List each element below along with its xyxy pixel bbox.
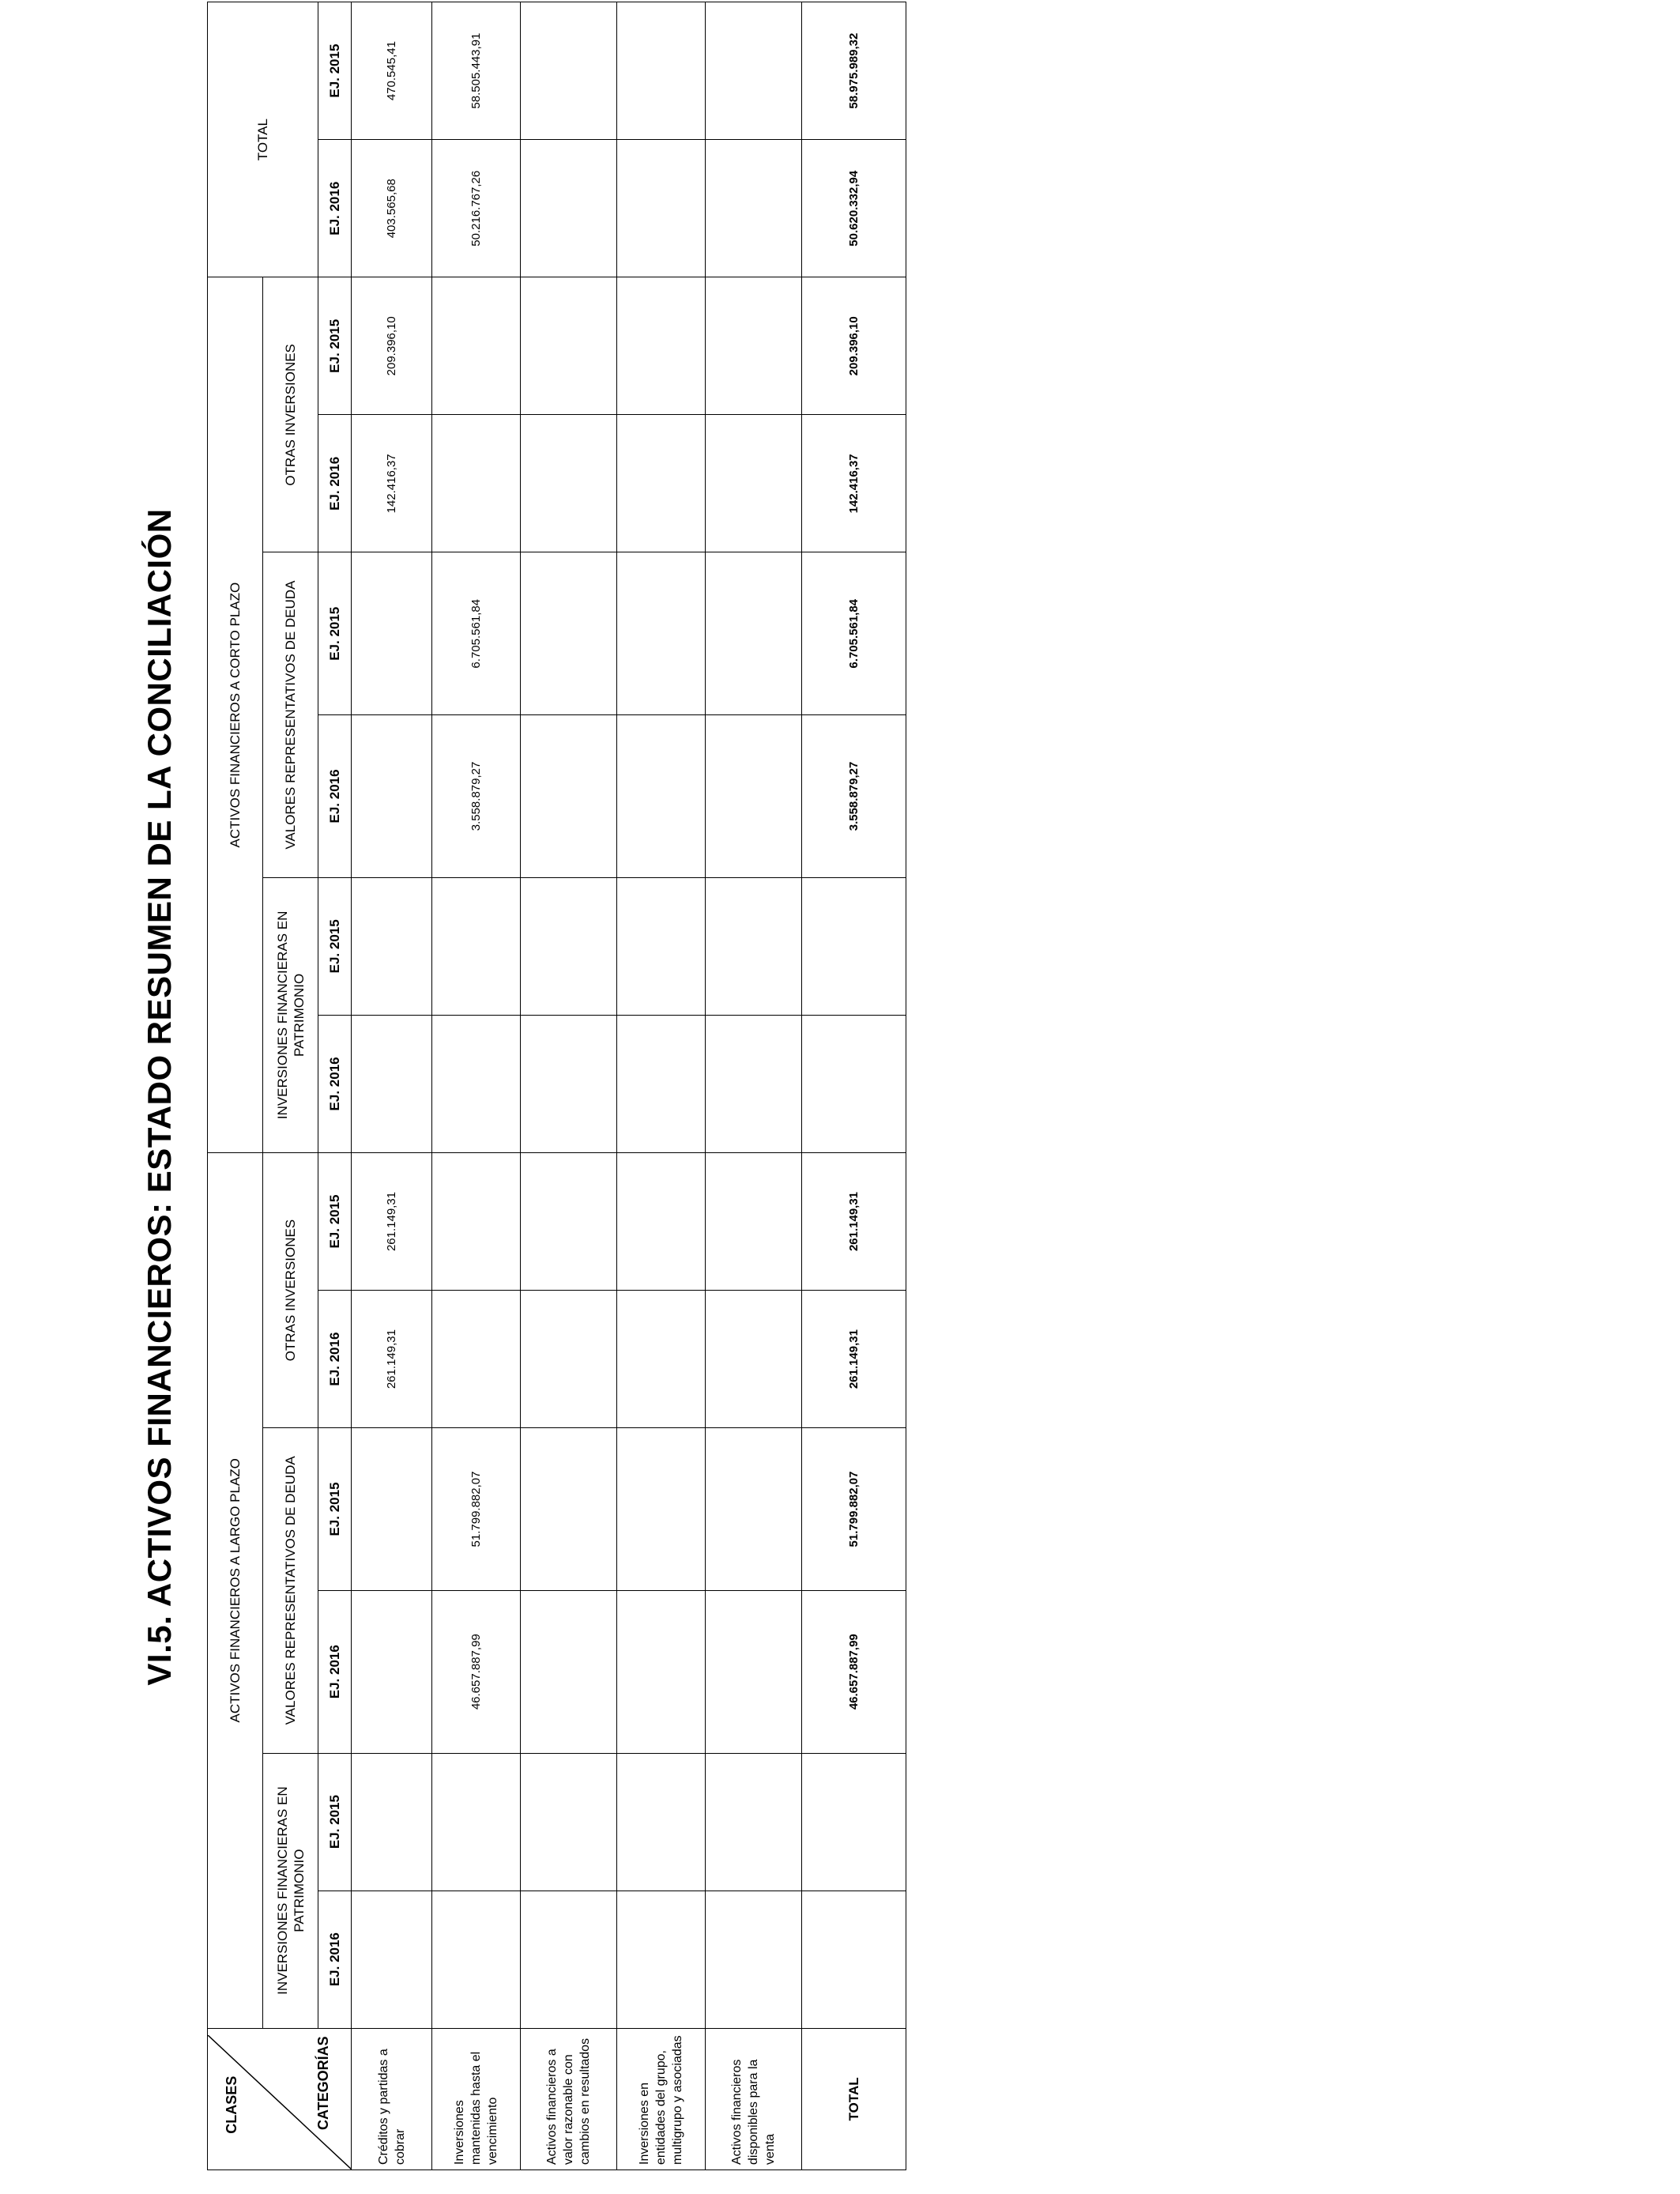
value-cell bbox=[706, 1152, 802, 1290]
year-header: EJ. 2016 bbox=[318, 1590, 352, 1753]
category-label: Activos financieros a valor razonable con cambios en resultados bbox=[521, 2028, 617, 2169]
header-row-groups bbox=[208, 2, 263, 2170]
value-cell: 3.558.879,27 bbox=[432, 715, 521, 878]
group-largo-plazo: ACTIVOS FINANCIEROS A LARGO PLAZO bbox=[208, 1152, 263, 2028]
value-cell bbox=[521, 1891, 617, 2028]
value-cell bbox=[352, 715, 432, 878]
value-cell bbox=[521, 415, 617, 552]
value-cell bbox=[521, 277, 617, 415]
value-cell bbox=[352, 1590, 432, 1753]
value-cell bbox=[617, 877, 706, 1015]
total-value-cell bbox=[802, 1891, 906, 2028]
value-cell: 46.657.887,99 bbox=[432, 1590, 521, 1753]
value-cell: 142.416,37 bbox=[352, 415, 432, 552]
value-cell bbox=[432, 1891, 521, 2028]
value-cell bbox=[521, 552, 617, 715]
total-value-cell bbox=[802, 877, 906, 1015]
category-label: Inversiones en entidades del grupo, multigrupo y asociadas bbox=[617, 2028, 706, 2169]
subgroup-otras-corto: OTRAS INVERSIONES bbox=[263, 277, 318, 552]
subgroup-inv-patrimonio-corto: INVERSIONES FINANCIERAS EN PATRIMONIO bbox=[263, 877, 318, 1152]
value-cell bbox=[617, 277, 706, 415]
year-header: EJ. 2015 bbox=[318, 277, 352, 415]
table-row bbox=[352, 2, 432, 2170]
value-cell: 58.505.443,91 bbox=[432, 2, 521, 140]
table-row bbox=[617, 2, 706, 2170]
value-cell bbox=[521, 140, 617, 277]
table-row bbox=[432, 2, 521, 2170]
total-value-cell: 58.975.989,32 bbox=[802, 2, 906, 140]
page-title: VI.5. ACTIVOS FINANCIEROS: ESTADO RESUMEN DE LA CONCILIACIÓN bbox=[141, 508, 178, 1686]
header-row-years bbox=[318, 2, 352, 2170]
value-cell bbox=[521, 1590, 617, 1753]
group-corto-plazo: ACTIVOS FINANCIEROS A CORTO PLAZO bbox=[208, 277, 263, 1153]
value-cell bbox=[706, 715, 802, 878]
year-header: EJ. 2016 bbox=[318, 140, 352, 277]
value-cell bbox=[521, 1152, 617, 1290]
category-label: Activos financieros disponibles para la venta bbox=[706, 2028, 802, 2169]
value-cell bbox=[432, 877, 521, 1015]
value-cell bbox=[706, 1015, 802, 1152]
value-cell bbox=[617, 2, 706, 140]
value-cell bbox=[706, 1590, 802, 1753]
total-value-cell bbox=[802, 1015, 906, 1152]
value-cell bbox=[617, 1152, 706, 1290]
table-row bbox=[706, 2, 802, 2170]
year-header: EJ. 2016 bbox=[318, 1291, 352, 1428]
subgroup-inv-patrimonio-largo: INVERSIONES FINANCIERAS EN PATRIMONIO bbox=[263, 1753, 318, 2028]
year-header: EJ. 2015 bbox=[318, 1152, 352, 1290]
value-cell bbox=[706, 877, 802, 1015]
year-header: EJ. 2015 bbox=[318, 552, 352, 715]
value-cell bbox=[706, 1891, 802, 2028]
value-cell bbox=[617, 1753, 706, 1891]
subgroup-otras-largo: OTRAS INVERSIONES bbox=[263, 1152, 318, 1427]
value-cell bbox=[617, 140, 706, 277]
value-cell bbox=[706, 140, 802, 277]
total-row bbox=[802, 2, 906, 2170]
year-header: EJ. 2015 bbox=[318, 2, 352, 140]
table-row bbox=[521, 2, 617, 2170]
value-cell bbox=[706, 1428, 802, 1591]
value-cell bbox=[432, 277, 521, 415]
value-cell bbox=[617, 1891, 706, 2028]
total-value-cell: 46.657.887,99 bbox=[802, 1590, 906, 1753]
value-cell bbox=[352, 877, 432, 1015]
total-value-cell: 6.705.561,84 bbox=[802, 552, 906, 715]
value-cell bbox=[617, 1015, 706, 1152]
header-row-subgroups bbox=[263, 2, 318, 2170]
total-value-cell: 261.149,31 bbox=[802, 1291, 906, 1428]
total-value-cell: 50.620.332,94 bbox=[802, 140, 906, 277]
value-cell bbox=[521, 877, 617, 1015]
value-cell bbox=[352, 1428, 432, 1591]
corner-clases-label: CLASES bbox=[224, 2075, 239, 2134]
value-cell bbox=[706, 415, 802, 552]
value-cell bbox=[617, 1590, 706, 1753]
value-cell bbox=[352, 1891, 432, 2028]
value-cell bbox=[432, 1152, 521, 1290]
value-cell bbox=[432, 1291, 521, 1428]
total-value-cell: 209.396,10 bbox=[802, 277, 906, 415]
value-cell bbox=[617, 715, 706, 878]
year-header: EJ. 2016 bbox=[318, 1015, 352, 1152]
value-cell bbox=[617, 1428, 706, 1591]
value-cell: 51.799.882,07 bbox=[432, 1428, 521, 1591]
value-cell bbox=[521, 1291, 617, 1428]
value-cell: 209.396,10 bbox=[352, 277, 432, 415]
value-cell bbox=[706, 552, 802, 715]
corner-categorias-label: CATEGORÍAS bbox=[315, 2036, 331, 2130]
subgroup-valores-deuda-largo: VALORES REPRESENTATIVOS DE DEUDA bbox=[263, 1428, 318, 1753]
value-cell bbox=[352, 1753, 432, 1891]
category-label: Inversiones mantenidas hasta el vencimiento bbox=[432, 2028, 521, 2169]
subgroup-valores-deuda-corto: VALORES REPRESENTATIVOS DE DEUDA bbox=[263, 552, 318, 877]
value-cell: 6.705.561,84 bbox=[432, 552, 521, 715]
value-cell: 403.565,68 bbox=[352, 140, 432, 277]
total-value-cell: 261.149,31 bbox=[802, 1152, 906, 1290]
value-cell bbox=[706, 2, 802, 140]
total-value-cell: 142.416,37 bbox=[802, 415, 906, 552]
value-cell bbox=[617, 1291, 706, 1428]
value-cell bbox=[521, 1428, 617, 1591]
total-value-cell bbox=[802, 1753, 906, 1891]
value-cell bbox=[706, 1291, 802, 1428]
total-label: TOTAL bbox=[802, 2028, 906, 2169]
value-cell bbox=[432, 1015, 521, 1152]
group-total: TOTAL bbox=[208, 2, 318, 277]
year-header: EJ. 2016 bbox=[318, 715, 352, 878]
value-cell bbox=[352, 552, 432, 715]
year-header: EJ. 2015 bbox=[318, 877, 352, 1015]
value-cell bbox=[706, 1753, 802, 1891]
reconciliation-table bbox=[207, 2, 906, 2170]
value-cell: 470.545,41 bbox=[352, 2, 432, 140]
value-cell bbox=[521, 1753, 617, 1891]
value-cell bbox=[617, 415, 706, 552]
value-cell: 261.149,31 bbox=[352, 1291, 432, 1428]
year-header: EJ. 2016 bbox=[318, 415, 352, 552]
value-cell bbox=[706, 277, 802, 415]
total-value-cell: 51.799.882,07 bbox=[802, 1428, 906, 1591]
value-cell bbox=[352, 1015, 432, 1152]
value-cell bbox=[521, 1015, 617, 1152]
corner-cell bbox=[208, 2028, 352, 2169]
year-header: EJ. 2015 bbox=[318, 1428, 352, 1591]
value-cell bbox=[432, 1753, 521, 1891]
year-header: EJ. 2015 bbox=[318, 1753, 352, 1891]
total-value-cell: 3.558.879,27 bbox=[802, 715, 906, 878]
value-cell bbox=[521, 715, 617, 878]
value-cell bbox=[432, 415, 521, 552]
value-cell: 50.216.767,26 bbox=[432, 140, 521, 277]
category-label: Créditos y partidas a cobrar bbox=[352, 2028, 432, 2169]
year-header: EJ. 2016 bbox=[318, 1891, 352, 2028]
value-cell bbox=[617, 552, 706, 715]
value-cell: 261.149,31 bbox=[352, 1152, 432, 1290]
value-cell bbox=[521, 2, 617, 140]
